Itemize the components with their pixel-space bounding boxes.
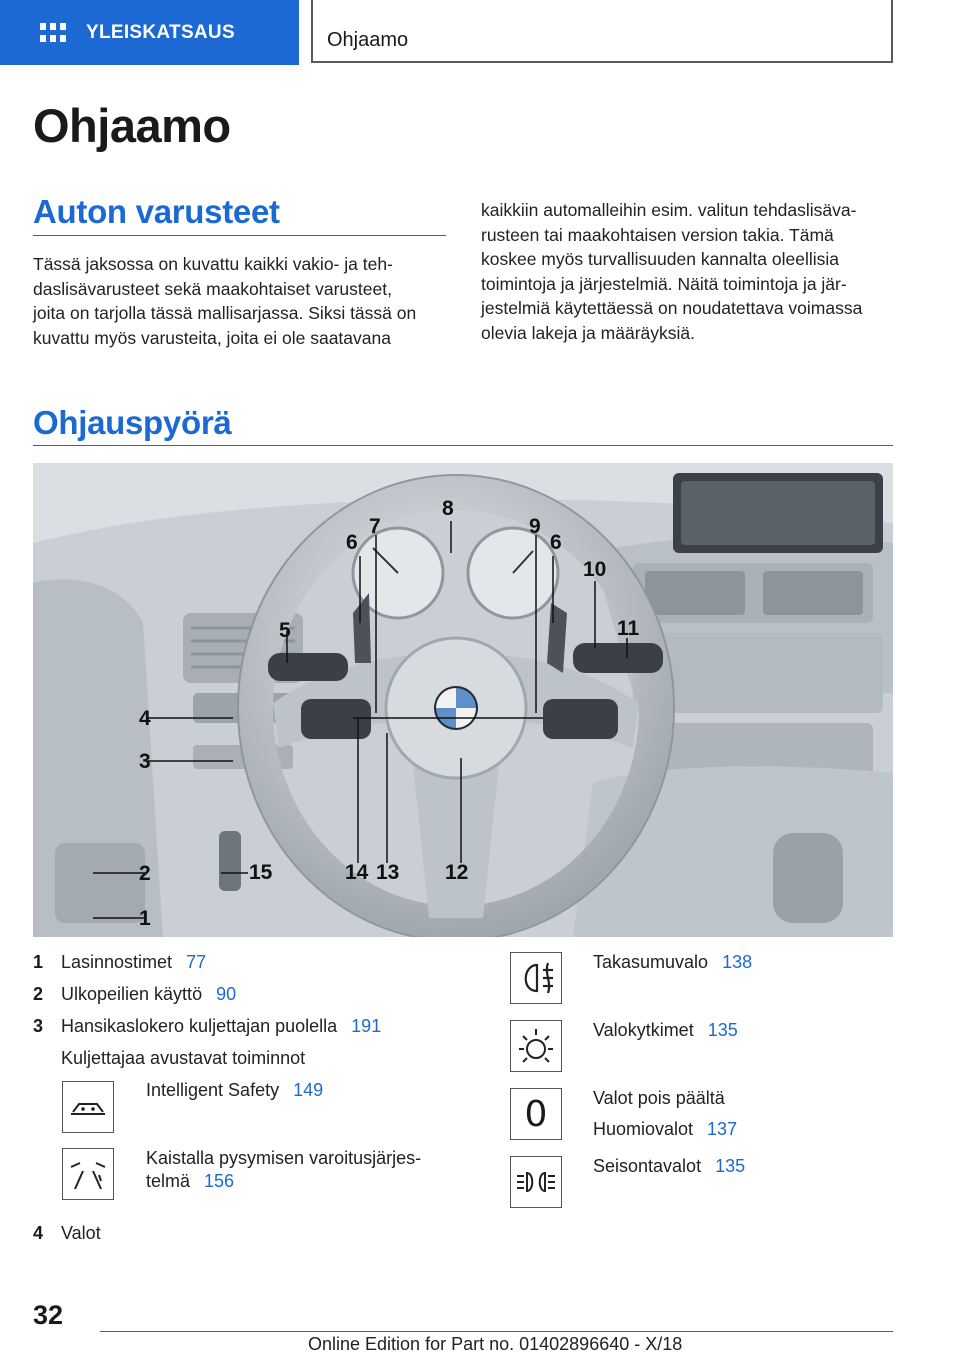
page-ref-link[interactable]: 90 [216,984,237,1004]
steering-wheel-diagram [33,463,893,937]
footer-rule [100,1331,893,1332]
text-line: olevia lakeja ja määräyksiä. [481,322,695,343]
legend-item-3 [61,1016,381,1037]
text-line: Tässä jaksossa on kuvattu kaikki vakio- ja teh- [33,254,393,274]
legend-parking-lights [593,1156,745,1177]
text-line: toimintoja ja järjestelmiä. Näitä toimintoja ja jär- [481,273,847,294]
callout-5: 5 [279,619,291,642]
rear-fog-light-icon [510,952,562,1004]
grid-menu-icon [40,23,66,43]
page-ref-link[interactable]: 138 [722,952,753,972]
legend-number: 1 [33,952,44,972]
text-line: daslisävarusteet sekä maakohtaiset varusteet, [33,278,392,299]
text-line: joita on tarjolla tässä mallisarjassa. Siksi tässä on [33,303,417,323]
legend-lights-off [593,1088,737,1140]
page-ref-link[interactable]: 191 [351,1016,382,1036]
legend-light-switch [593,1020,738,1041]
section-rule [33,235,446,236]
legend-item-2 [61,984,236,1005]
section-rule [33,445,893,446]
legend-number: 4 [33,1223,44,1243]
legend-item-4: Valot [61,1223,101,1243]
legend-text: Intelligent Safety [146,1080,280,1100]
legend-text: Valot pois päältä [593,1088,725,1108]
legend-lane-warning [146,1148,421,1192]
section-heading-equipment: Auton varusteet [33,193,280,230]
callout-11: 11 [617,617,640,640]
intro-paragraph-left [33,252,453,350]
section-heading-steering-wheel: Ohjauspyörä [33,404,232,441]
text-line: kaikkiin automalleihin esim. valitun tehdaslisäva- [481,200,857,220]
legend-text: Ulkopeilien käyttö [61,984,203,1004]
callout-13: 13 [376,861,400,884]
page-ref-link[interactable]: 77 [186,952,207,972]
text-line: rusteen tai maakohtaisen version takia. Tämä [481,224,834,245]
legend-text: Hansikaslokero kuljettajan puolella [61,1016,338,1036]
legend-text: Lasinnostimet [61,952,173,972]
text-line: kuvattu myös varusteita, joita ei ole saatavana [33,327,391,348]
legend-text: telmä [146,1171,191,1191]
callout-4: 4 [139,707,151,730]
legend-item-1 [61,952,206,973]
page-number: 32 [33,1300,64,1330]
callout-6-left: 6 [346,531,358,554]
page-title: Ohjaamo [33,99,231,152]
intro-paragraph-right [481,198,901,345]
legend-text: Seisontavalot [593,1156,702,1176]
lights-off-glyph: 0 [524,1093,548,1135]
legend-text: Huomiovalot [593,1119,694,1139]
lane-departure-icon [62,1148,114,1200]
intelligent-safety-icon [62,1081,114,1133]
callout-9: 9 [529,515,541,538]
legend-number: 2 [33,984,44,1004]
section-tab-label: YLEISKATSAUS [86,21,235,43]
page-ref-link[interactable]: 156 [204,1171,235,1191]
callout-12: 12 [445,861,469,884]
breadcrumb: Ohjaamo [311,0,893,63]
section-tab[interactable] [0,0,299,65]
legend-number: 3 [33,1016,44,1036]
callout-7: 7 [369,515,381,538]
text-line: koskee myös turvallisuuden kannalta oleellisia [481,249,839,269]
page-ref-link[interactable]: 135 [707,1020,738,1040]
lights-off-icon [510,1088,562,1140]
text-line: jestelmiä käytettäessä on noudatettava voimassa [481,298,863,318]
assist-heading: Kuljettajaa avustavat toiminnot [61,1048,306,1068]
legend-intelligent-safety [146,1080,323,1101]
legend-rear-fog [593,952,752,973]
callout-8: 8 [442,497,454,520]
legend-text: Kaistalla pysymisen varoitusjärjes- [146,1148,422,1168]
callout-2: 2 [139,862,151,885]
legend-text: Takasumuvalo [593,952,709,972]
callout-3: 3 [139,750,151,773]
parking-lights-icon [510,1156,562,1208]
page-ref-link[interactable]: 135 [715,1156,746,1176]
legend-text: Valokytkimet [593,1020,694,1040]
callout-6-right: 6 [550,531,562,554]
light-switch-icon [510,1020,562,1072]
footer-text: Online Edition for Part no. 01402896640 - X/18 [308,1334,683,1354]
page-ref-link[interactable]: 137 [707,1119,738,1139]
page-ref-link[interactable]: 149 [293,1080,324,1100]
callout-1: 1 [139,907,151,930]
callout-14: 14 [345,861,369,884]
callout-15: 15 [249,861,273,884]
callout-10: 10 [583,558,607,581]
